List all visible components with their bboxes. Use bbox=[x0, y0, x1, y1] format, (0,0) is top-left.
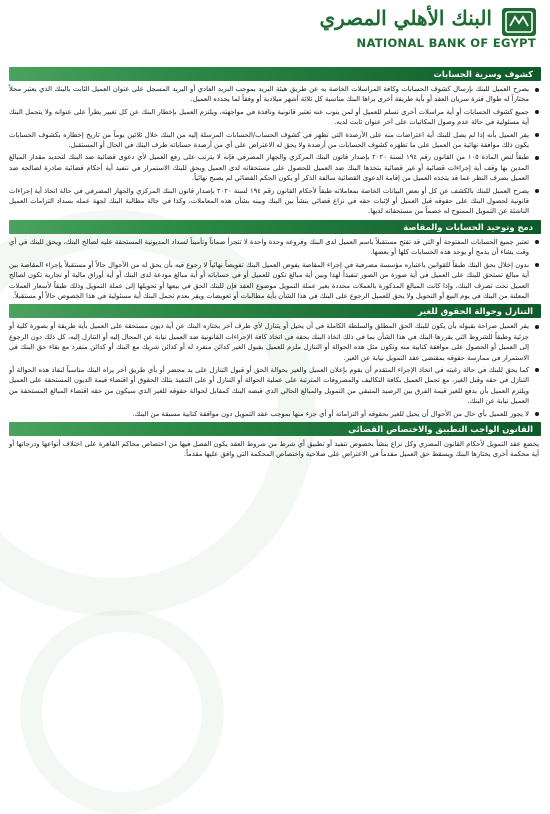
clause: يقر العميل صراحة بقبوله بأن يكون للبنك الحق المطلق والسلطة الكاملة في أن يحيل أو يتنازل لأي طرف آخر يختاره البنك عن أية ديون مستحقة على العميل بأية طريقة أو بصورة كلية أو جزئية وطبقاً للشروط التي يقررها البنك في هذا الشأن بما في ذلك اتخاذ البنك بحقه في اتخاذ كافة الإجراءات القانونية ضد العميل نيابة عن المحال إليه أو التنازل إليه، كل ذلك دون الرجوع إلى العميل أو الحصول على موافقة كتابية منه وتكون مثل هذه الحوالة أو التنازل ملزم للعميل بقبول الغير كدائن منفرد له أو كدائن شريك مع البنك أو كدائن منفرد مع بقاء حق البنك في الاستمرار في ممارسة حقوقه بمقتضى عقد التمويل نيابة عن الغير. bbox=[9, 321, 541, 363]
clause: كما يحق للبنك في حالة رغبته في اتخاذ الإجراء المتقدم أن يقوم بإعلان العميل والغير بحوالة الحق أو قبول التنازل على يد محضر أو بأي طريق آخر يراه البنك مناسباً لنفاذ هذه الحوالة أو التنازل في حقه وقبل الغير، مع تحمل العميل بكافة التكاليف والمصروفات المترتبة على عملية الحوالة أو التنازل أو على التنفيذ بتلك الحقوق أو اقتضاء قيمة الديون المستحقة على العميل ويلتزم العميل بأن يدفع للغير قيمة الفرق بين الرصيد المتبقي من التمويل والمبالغ الحالي الذي قبضه البنك كمقابل لحوالة حقوقه للغير الذي سيكون من حقه اقتضاء المبالغ المستحقة من العميل نيابة عن البنك. bbox=[9, 365, 541, 407]
section-title: دمج وتوحيد الحسابات والمقاصة bbox=[9, 220, 541, 234]
clause: لا يجوز للعميل بأي حال من الأحوال أن يحيل للغير بحقوقه أو التزاماته أو أي جزء منها بموجب عقد التمويل دون موافقة كتابية مسبقة من البنك. bbox=[9, 409, 541, 419]
clause: تعتبر جميع الحسابات المفتوحة أو التي قد تفتح مستقبلاً باسم العميل لدى البنك وفروعه وحدة واحدة لا تتجزأ ضماناً وتأميناً لسداد المديونية المستحقة عليه لصالح البنك، ويحق للبنك في أي وقت يشاء أن يدمج أو يوحد هذه الحسابات كلها أو بعضها. bbox=[9, 237, 541, 258]
page-header bbox=[0, 0, 550, 62]
clause: يصرح العميل للبنك بإرسال كشوف الحسابات وكافة المراسلات الخاصة به عن طريق هيئة البريد بموجب البريد العادي أو البريد المسجل على عنوان العميل الثابت بالبنك الذي يعتبر محلاً مختاراً له طوال فترة سريان العقد أو بأية طريقة أخرى يراها البنك مناسبة كل ثلاثة أشهر ميلادية أو وفقاً لما يحدده العميل. bbox=[9, 84, 541, 105]
clause: طبقاً لنص المادة ١٠٥ من القانون رقم ١٩٤ لسنة ٢٠٢٠ بإصدار قانون البنك المركزي والجهاز المصرفي فإنه لا يترتب على رفع العميل لأي دعوى قضائية ضد البنك لتحديد مقدار المبالغ المدين بها وقف أية إجراءات قضائية أو غير قضائية يتخذها البنك ضد العميل للحصول على مستحقاته لدى العميل ويحق للبنك الاستمرار في تنفيذ أية أحكام قضائية صادرة لصالحه ضد العميل بصرف النظر عما قد يتخذه العميل من إقامة الدعوى القضائية سالفة الذكر أو يكون الحكم القضائي لم يصبح نهائياً. bbox=[9, 152, 541, 183]
section-merge-set-off bbox=[9, 220, 541, 301]
bank-emblem-icon bbox=[502, 8, 536, 36]
section-accounts-secrecy bbox=[9, 67, 541, 217]
section-assignment bbox=[9, 304, 541, 419]
clause: بدون إخلال بحق البنك طبقاً للقوانين باعتباره مؤسسة مصرفية في إجراء المقاصة يفوض العميل البنك تفويضاً نهائياً لا رجوع فيه بأن يحق له من الأحوال حالاً أو مستقبلاً بإجراء المقاصة بين أية مبالغ تستحق للبنك على العميل في أية صورة من الصور تنفيذاً لهذا وبين أية مبالغ تكون للعميل أو في حساباته أو أية مبالغ مودعة لدى البنك أو أية أوراق مالية أو تجارية تكون لصالح العميل تحت تصرف البنك، وإذا كانت المبالغ المذكورة بالعملات محددة بغير عملة التمويل موضوع العقد فإن للبنك الحق في بيعها أو تحويلها إلى عملة التمويل وذلك طبقاً لأسعار العملات المعلنة من البنك في يوم البيع أو التحويل ولا يحق للعميل الرجوع على البنك في هذا الشأن بأية مطالبات أو تعويضات ويقر بعدم تحمل البنك أية مسئولية في هذا الخصوص حالاً أو مستقبلاً. bbox=[9, 260, 541, 302]
clause: يقر العميل بأنه إذا لم يصل للبنك أية اعتراضات منه على الأرصدة التي تظهر في كشوف الحساب/الحسابات المرسلة إليه من البنك خلال ثلاثين يوماً من تاريخ إخطاره بكشوف الحسابات يكون ذلك موافقة نهائية من العميل على ما تظهره كشوف الحسابات من أرصدة ولا يحق له الاعتراض على أي من أرصدة حساباته طرف البنك في الحال أو المستقبل. bbox=[9, 130, 541, 151]
clause: جميع كشوف الحسابات أو أية مراسلات أخرى تسلم للعميل أو لمن ينوب عنه تعتبر قانونية ونافذة في مواجهته، ويلتزم العميل بإخطار البنك عن كل تغيير يطرأ على عنوانه ولا يتحمل البنك أية مسئولية في حالة عدم وصول المكاتبات على آخر عنوان ثابت لديه. bbox=[9, 107, 541, 128]
section-title: كشوف وسرية الحسابات bbox=[9, 67, 541, 81]
bank-logo bbox=[319, 6, 536, 58]
bank-name-english: NATIONAL BANK OF EGYPT bbox=[356, 36, 536, 50]
terms-content bbox=[9, 64, 541, 462]
bank-name-arabic: البنك الأهلي المصري bbox=[319, 6, 492, 30]
clause: يخضع عقد التمويل لأحكام القانون المصري وكل نزاع ينشأ بخصوص تنفيذ أو تطبيق أي شرط من شروط العقد يكون الفصل فيها من اختصاص محاكم القاهرة على اختلاف أنواعها ودرجاتها أو أية محكمة أخرى يختارها البنك ويسقط حق العميل مقدماً في الاعتراض على صلاحية واختصاص المحكمة التي وافق عليها مقدماً. bbox=[9, 439, 539, 459]
section-governing-law bbox=[9, 422, 541, 460]
section-title: القانون الواجب التطبيق والاختصاص القضائي bbox=[9, 422, 541, 436]
background-watermark-small bbox=[20, 610, 224, 814]
section-title: التنازل وحوالة الحقوق للغير bbox=[9, 304, 541, 318]
clause: يصرح العميل للبنك بالكشف عن كل أو بعض البيانات الخاصة بمعاملاته طبقاً لأحكام القانون رقم ١٩٤ لسنة ٢٠٢٠ بإصدار قانون البنك المركزي والجهاز المصرفي في حالة اتخاذ أية إجراءات قانونية لحصول البنك على حقوقه قبل العميل أو لإثبات حقه في نزاع قضائي ينشأ بين البنك وبينه بشأن هذه المعاملات، وكذا في حالة مطالبة البنك لجهة عمله بسداد التزامات العميل الناشئة عن التمويل الممنوح له خصماً من مستحقاته لديها. bbox=[9, 186, 541, 217]
